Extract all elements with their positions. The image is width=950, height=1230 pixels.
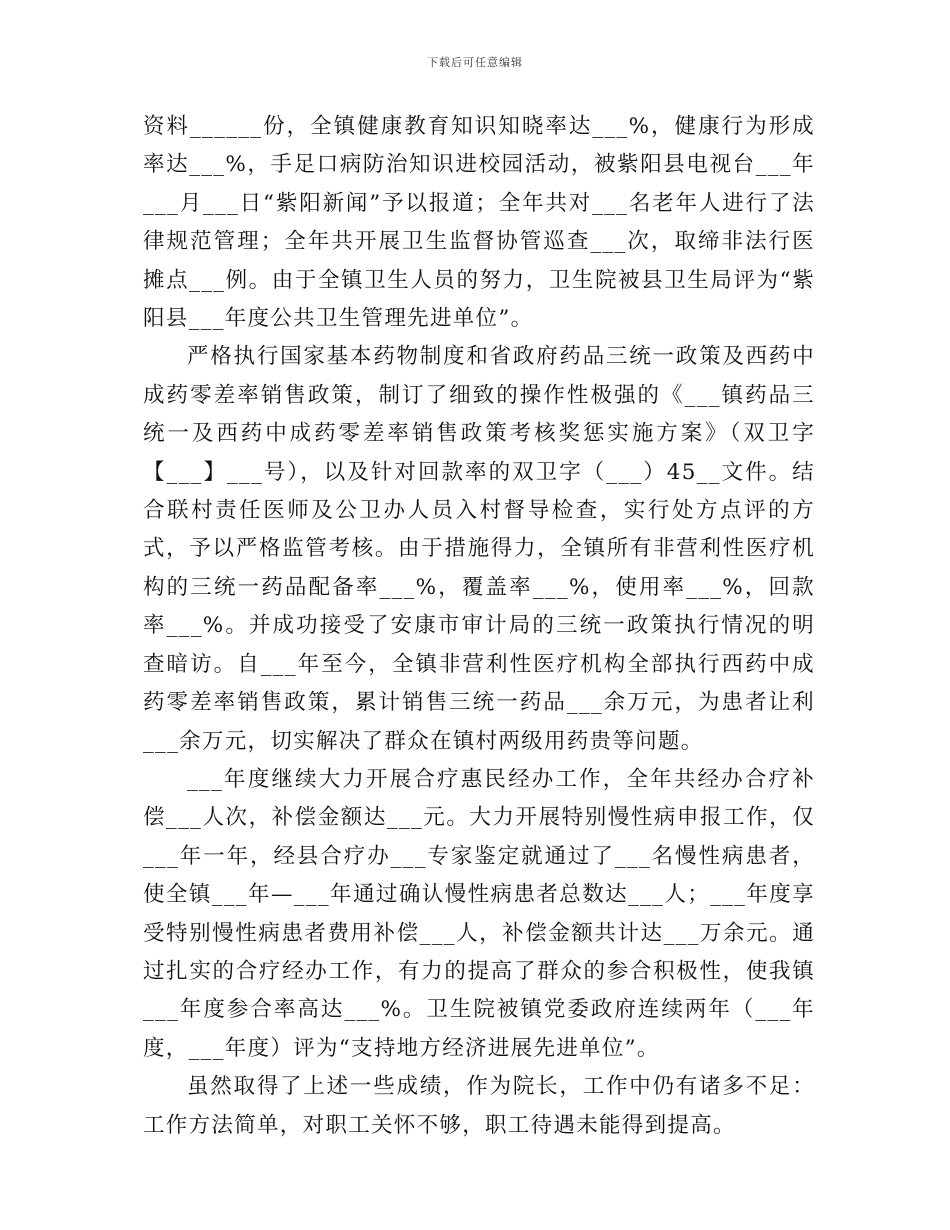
paragraph-drug-policy: 严格执行国家基本药物制度和省政府药品三统一政策及西药中成药零差率销售政策，制订了细致的操作性极强的《___镇药品三统一及西药中成药零差率销售政策考核奖惩实施方案》（双卫字【___】___号），以及针对回款率的双卫字（___）45__文件。结合联村责任医师及公卫办人员入村督导检查，实行处方点评的方式，予以严格监管考核。由于措施得力，全镇所有非营利性医疗机构的三统一药品配备率___%，覆盖率___%，使用率___%，回款率___%。并成功接受了安康市审计局的三统一政策执行情况的明查暗访。自___年至今，全镇非营利性医疗机构全部执行西药中成药零差率销售政策，累计销售三统一药品___余万元，为患者让利___余万元，切实解决了群众在镇村两级用药贵等问题。 [143, 344, 815, 754]
paragraph-public-health: 资料______份，全镇健康教育知识知晓率达___%，健康行为形成率达___%，手足口病防治知识进校园活动，被紫阳县电视台___年___月___日“紫阳新闻”予以报道；全年共对___名老年人进行了法律规范管理；全年共开展卫生监督协管巡查___次，取缔非法行医摊点___例。由于全镇卫生人员的努力，卫生院被县卫生局评为“紫阳县___年度公共卫生管理先进单位”。 [143, 114, 815, 332]
page-header-note: 下载后可任意编辑 [427, 56, 523, 69]
paragraph-shortcomings: 虽然取得了上述一些成绩，作为院长，工作中仍有诸多不足：工作方法简单，对职工关怀不够，职工待遇未能得到提高。 [143, 1074, 815, 1138]
document-body [143, 108, 815, 1145]
paragraph-cooperative-medical: ___年度继续大力开展合疗惠民经办工作，全年共经办合疗补偿___人次，补偿金额达___元。大力开展特别慢性病申报工作，仅___年一年，经县合疗办___专家鉴定就通过了___名慢性病患者，使全镇___年—___年通过确认慢性病患者总数达___人；___年度享受特别慢性病患者费用补偿___人，补偿金额共计达___万余元。通过扎实的合疗经办工作，有力的提高了群众的参合积极性，使我镇___年度参合率高达___%。卫生院被镇党委政府连续两年（___年度，___年度）评为“支持地方经济进展先进单位”。 [143, 766, 815, 1061]
